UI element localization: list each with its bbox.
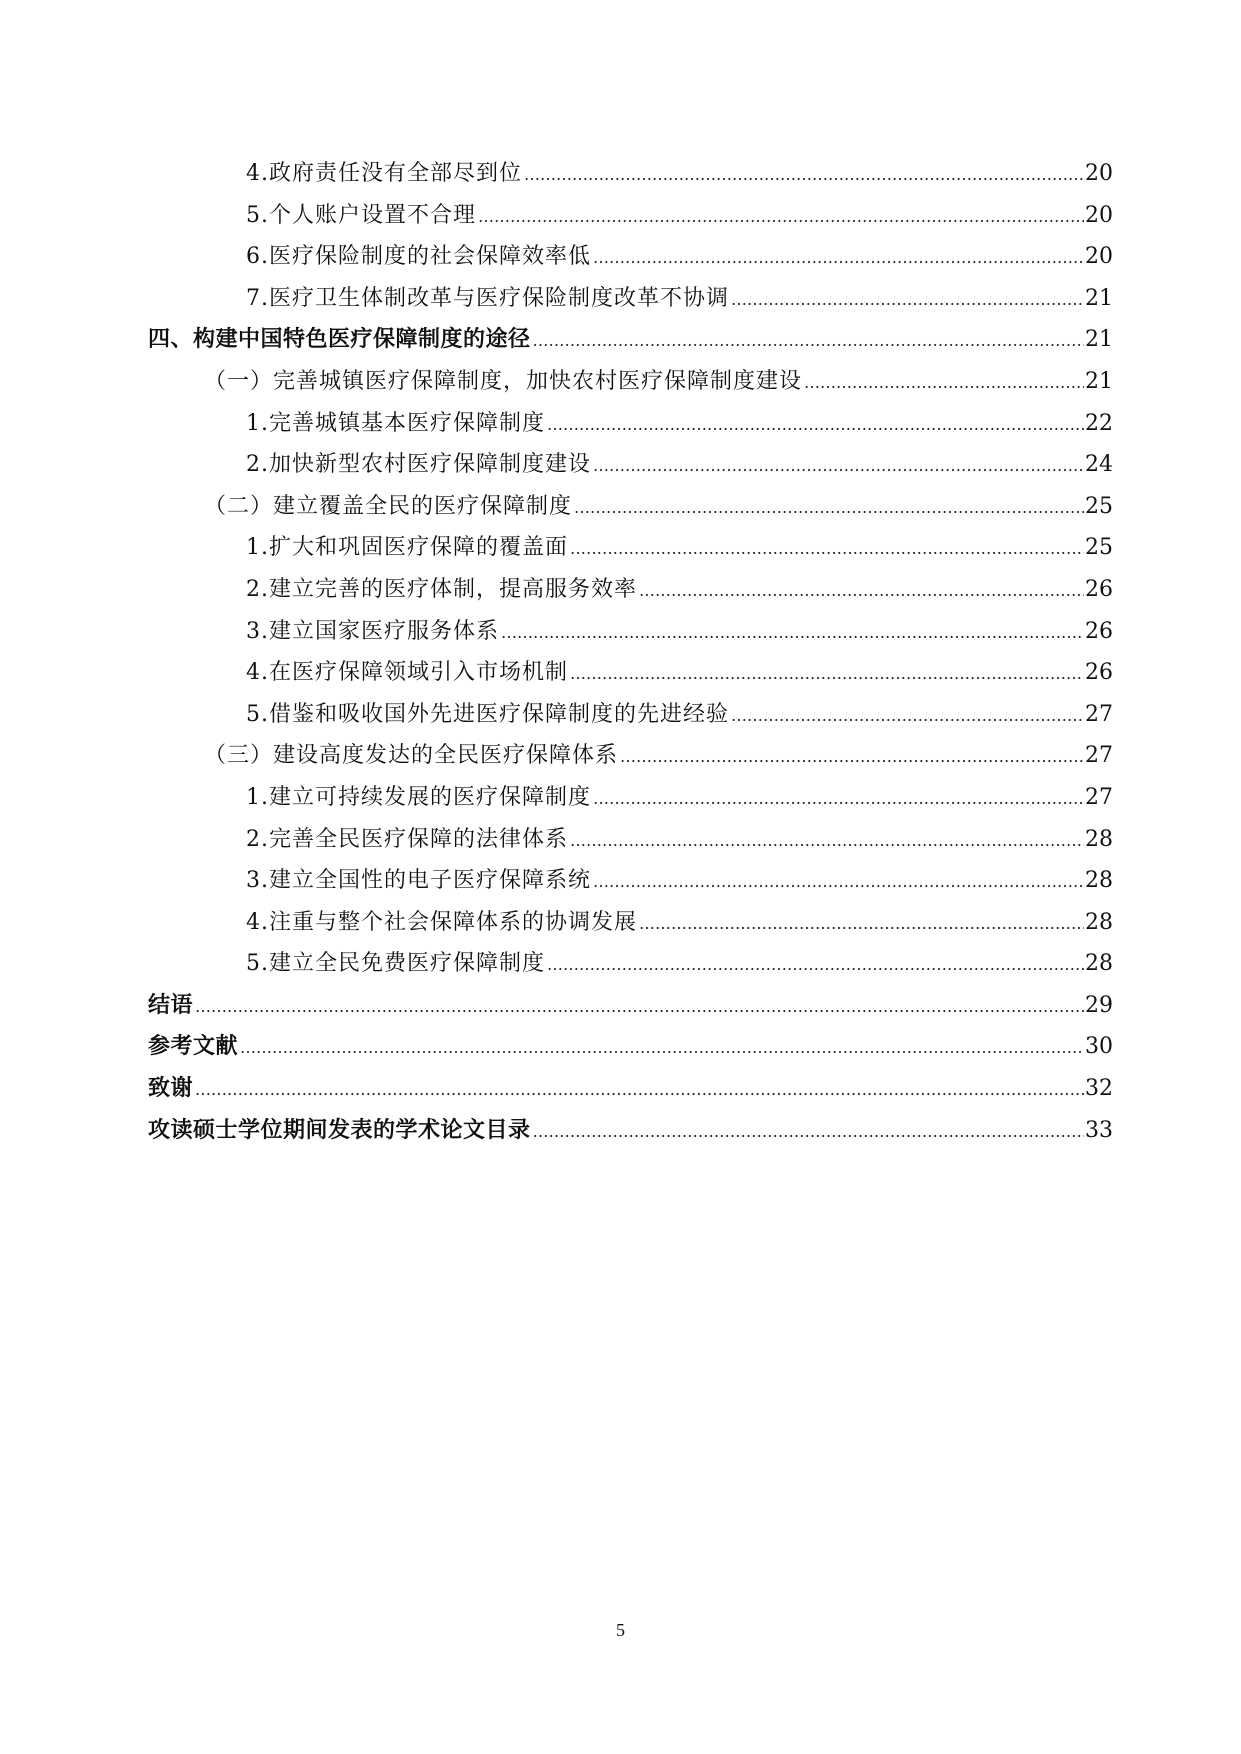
toc-dot-leader: [547, 404, 1084, 446]
toc-entry-page: 27: [1085, 701, 1113, 727]
toc-entry-title: 6.医疗保险制度的社会保障效率低: [246, 244, 591, 270]
toc-entry-title: 1.建立可持续发展的医疗保障制度: [246, 784, 591, 810]
toc-entry: [148, 652, 1113, 694]
toc-entry-page: 28: [1085, 868, 1113, 894]
toc-entry-page: 20: [1085, 161, 1113, 186]
toc-entry-page: 28: [1085, 826, 1113, 852]
toc-dot-leader: [593, 445, 1084, 487]
toc-dot-leader: [524, 154, 1084, 196]
toc-entry-page: 21: [1085, 285, 1113, 311]
toc-entry-title: （二）建立覆盖全民的医疗保障制度: [204, 493, 573, 519]
toc-entry: [148, 486, 1113, 528]
toc-entry-page: 22: [1085, 410, 1113, 436]
toc-entry-page: 21: [1085, 368, 1113, 394]
toc-entry: [148, 902, 1113, 944]
toc-entry-title: 攻读硕士学位期间发表的学术论文目录: [148, 1116, 531, 1143]
toc-entry: [148, 361, 1113, 403]
toc-dot-leader: [593, 778, 1084, 820]
toc-dot-leader: [639, 903, 1084, 945]
toc-entry: [148, 1110, 1113, 1152]
toc-entry: [148, 153, 1113, 195]
toc-entry: [148, 403, 1113, 445]
toc-dot-leader: [533, 320, 1084, 362]
toc-entry-title: 2.完善全民医疗保障的法律体系: [246, 826, 568, 852]
toc-entry-title: 参考文献: [148, 1033, 239, 1060]
toc-entry: [148, 195, 1113, 237]
toc-entry-title: 3.建立国家医疗服务体系: [246, 618, 499, 644]
toc-entry-page: 32: [1085, 1076, 1113, 1102]
toc-entry-title: 1.扩大和巩固医疗保障的覆盖面: [246, 535, 568, 561]
toc-entry-page: 20: [1085, 244, 1113, 270]
toc-dot-leader: [570, 820, 1084, 862]
toc-entry-page: 28: [1085, 951, 1113, 977]
toc-dot-leader: [574, 487, 1084, 529]
toc-entry-title: 5.个人账户设置不合理: [246, 202, 476, 228]
toc-entry-page: 24: [1085, 452, 1113, 478]
toc-entry-page: 29: [1085, 992, 1113, 1018]
toc-entry: [148, 278, 1113, 320]
toc-dot-leader: [804, 362, 1084, 404]
toc-entry-page: 21: [1085, 327, 1113, 353]
toc-entry-page: 25: [1085, 493, 1113, 519]
toc-entry-page: 25: [1085, 535, 1113, 561]
toc-entry-title: 2.加快新型农村医疗保障制度建设: [246, 452, 591, 478]
toc-entry-title: 四、构建中国特色医疗保障制度的途径: [148, 326, 531, 353]
toc-entry-page: 30: [1085, 1034, 1113, 1060]
toc-dot-leader: [593, 861, 1084, 903]
toc-dot-leader: [570, 528, 1084, 570]
toc-dot-leader: [195, 1069, 1084, 1111]
toc-entry: [148, 319, 1113, 361]
toc-entry: [148, 569, 1113, 611]
toc-entry-title: 4.在医疗保障领域引入市场机制: [246, 660, 568, 686]
toc-entry: [148, 735, 1113, 777]
toc-entry: [148, 860, 1113, 902]
toc-entry-title: 致谢: [148, 1075, 194, 1102]
toc-entry-page: 26: [1085, 576, 1113, 602]
toc-entry-page: 27: [1085, 743, 1113, 769]
toc-dot-leader: [639, 570, 1084, 612]
toc-dot-leader: [731, 695, 1084, 737]
toc-dot-leader: [593, 237, 1084, 279]
toc-entry-page: 27: [1085, 784, 1113, 810]
toc-entry-title: 5.建立全民免费医疗保障制度: [246, 951, 545, 977]
toc-entry-page: 26: [1085, 618, 1113, 644]
toc-entry: [148, 611, 1113, 653]
toc-entry-title: 5.借鉴和吸收国外先进医疗保障制度的先进经验: [246, 701, 729, 727]
toc-entry-title: 7.医疗卫生体制改革与医疗保险制度改革不协调: [246, 285, 729, 311]
page-number: 5: [616, 1620, 625, 1640]
toc-entry-title: 1.完善城镇基本医疗保障制度: [246, 410, 545, 436]
toc-entry: [148, 819, 1113, 861]
toc-entry: [148, 1068, 1113, 1110]
toc-dot-leader: [570, 653, 1084, 695]
toc-dot-leader: [478, 196, 1084, 238]
toc-entry-page: 20: [1085, 202, 1113, 228]
toc-entry: [148, 1026, 1113, 1068]
toc-entry: [148, 694, 1113, 736]
toc-entry-title: 3.建立全国性的电子医疗保障系统: [246, 868, 591, 894]
toc-entry: [148, 444, 1113, 486]
toc-entry-title: （一）完善城镇医疗保障制度，加快农村医疗保障制度建设: [204, 368, 803, 394]
toc-entry-title: （三）建设高度发达的全民医疗保障体系: [204, 743, 619, 769]
toc-entry: [148, 236, 1113, 278]
toc-entry: [148, 943, 1113, 985]
toc-dot-leader: [501, 612, 1084, 654]
toc-entry-title: 结语: [148, 991, 194, 1018]
toc-dot-leader: [620, 736, 1084, 778]
toc-entry: [148, 985, 1113, 1027]
toc-entry-page: 28: [1085, 909, 1113, 935]
toc-dot-leader: [195, 986, 1084, 1028]
toc-entry: [148, 777, 1113, 819]
toc-entry: [148, 527, 1113, 569]
toc-dot-leader: [533, 1111, 1084, 1153]
toc-entry-title: 4.政府责任没有全部尽到位: [246, 161, 522, 186]
table-of-contents: [148, 153, 1113, 1151]
toc-entry-page: 26: [1085, 660, 1113, 686]
toc-entry-title: 4.注重与整个社会保障体系的协调发展: [246, 909, 637, 935]
toc-dot-leader: [731, 279, 1084, 321]
toc-dot-leader: [547, 944, 1084, 986]
toc-entry-title: 2.建立完善的医疗体制，提高服务效率: [246, 576, 637, 602]
toc-entry-page: 33: [1085, 1117, 1113, 1143]
toc-dot-leader: [240, 1027, 1084, 1069]
